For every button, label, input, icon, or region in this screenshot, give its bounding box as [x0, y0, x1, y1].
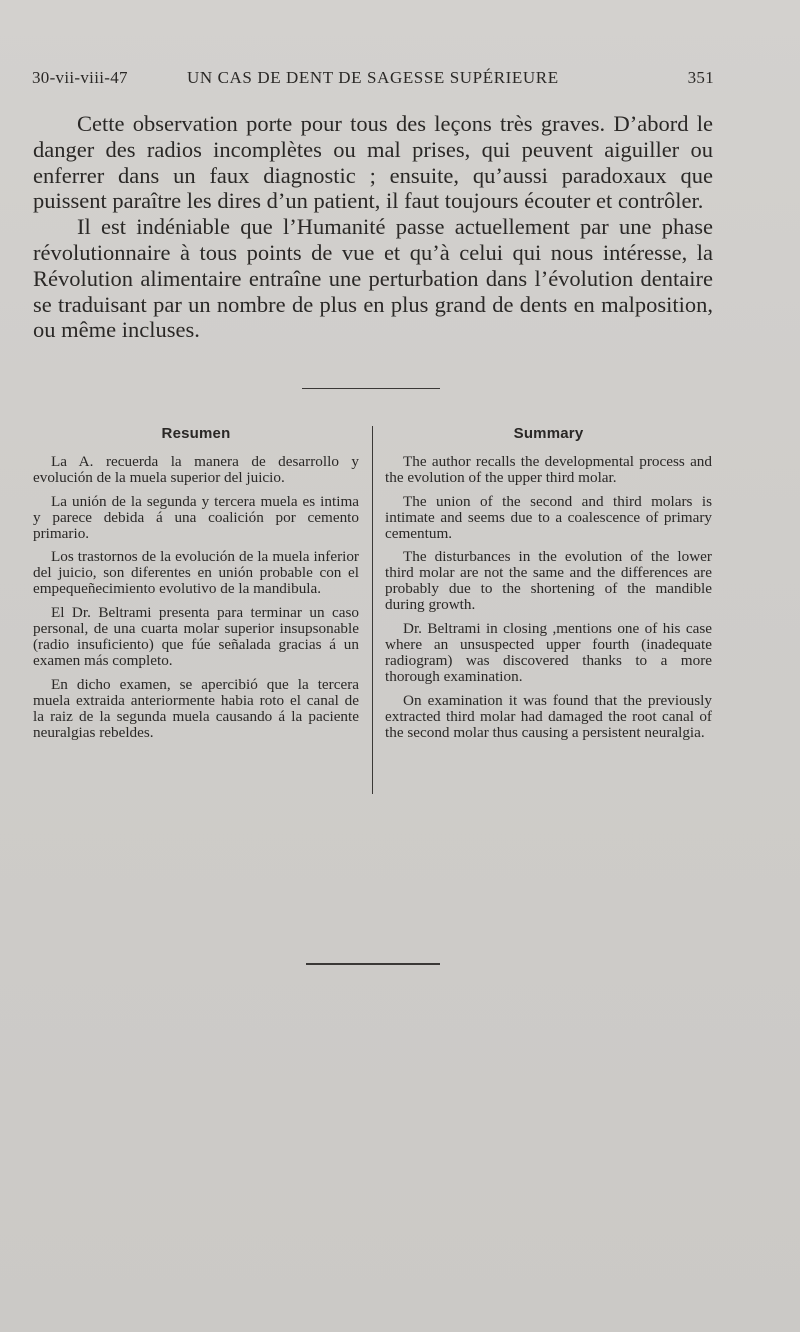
- resumen-paragraph: El Dr. Beltrami presenta para terminar un caso personal, de una cuarta molar superior insupsonable (radio insuficiento) que fúe señalada gracias á un examen más completo.: [33, 604, 359, 669]
- resumen-paragraph: Los trastornos de la evolución de la muela inferior del juicio, son diferentes en unión probable con el empequeñecimiento evolutivo de la mandibula.: [33, 548, 359, 598]
- body-paragraph: Cette observation porte pour tous des leçons très graves. D’abord le danger des radios incomplètes ou mal prises, qui peuvent aiguiller ou enferrer dans un faux diagnostic ; ensuite, qu’aussi paradoxaux que puissent paraître les dires d’un patient, il faut toujours écouter et contrôler.: [33, 111, 713, 214]
- summary-paragraph: The disturbances in the evolution of the lower third molar are not the same and the differences are probably due to the shortening of the mandible during growth.: [385, 548, 712, 614]
- header-date: 30-vii-viii-47: [32, 68, 128, 87]
- page-header: [32, 68, 714, 92]
- summary-heading: Summary: [513, 425, 584, 442]
- summary-column: [385, 426, 712, 748]
- section-divider-top: [302, 388, 440, 389]
- running-title: UN CAS DE DENT DE SAGESSE SUPÉRIEURE: [187, 68, 559, 87]
- resumen-paragraph: En dicho examen, se apercibió que la tercera muela extraida anteriormente habia roto el canal de la raiz de la segunda muela causando á la paciente neuralgias rebeldes.: [33, 675, 359, 741]
- column-divider: [372, 426, 373, 794]
- summary-paragraph: The author recalls the developmental process and the evolution of the upper third molar.: [385, 452, 712, 486]
- summary-paragraph: The union of the second and third molars is intimate and seems due to a coalescence of primary cementum.: [385, 492, 712, 542]
- resumen-column: [33, 426, 359, 748]
- resumen-heading: Resumen: [161, 425, 231, 442]
- body-paragraph: Il est indéniable que l’Humanité passe actuellement par une phase révolutionnaire à tous points de vue et qu’à celui qui nous intéresse, la Révolution alimentaire entraîne une perturbation dans l’évolution dentaire se traduisant par un nombre de plus en plus grand de dents en malposition, ou même incluses.: [33, 214, 713, 343]
- summary-paragraph: Dr. Beltrami in closing ,mentions one of his case where an unsuspected upper fourth (inadequate radiogram) was discovered thanks to a more thorough examination.: [385, 620, 712, 685]
- section-divider-bottom: [306, 963, 440, 965]
- resumen-paragraph: La A. recuerda la manera de desarrollo y evolución de la muela superior del juicio.: [33, 452, 359, 486]
- main-text: [33, 111, 713, 343]
- summary-paragraph: On examination it was found that the previously extracted third molar had damaged the root canal of the second molar thus causing a persistent neuralgia.: [385, 691, 712, 741]
- page-number: 351: [687, 68, 714, 87]
- resumen-paragraph: La unión de la segunda y tercera muela es intima y parece debida á una coalición por cemento primario.: [33, 492, 359, 542]
